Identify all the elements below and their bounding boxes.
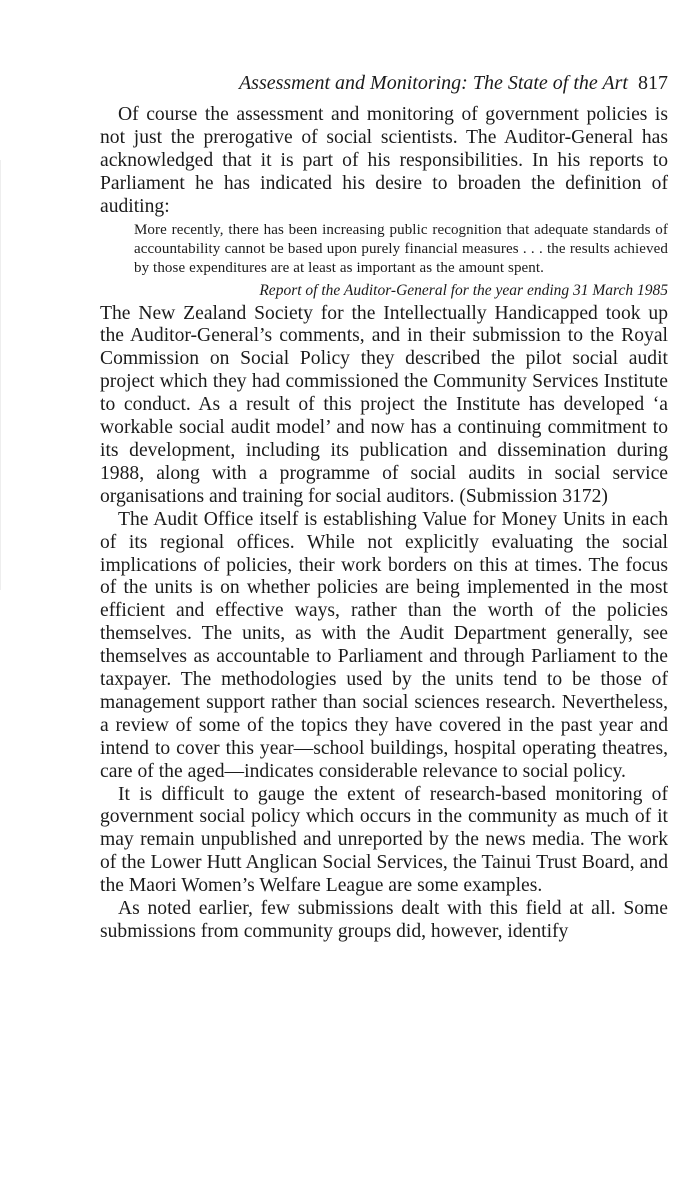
paragraph-auditor-general: Of course the assessment and monitoring of government policies is not just the prerogative of social scientists. The Auditor-General has acknowledged that it is part of his responsibilities. In his reports to Parliament he has indicated his desire to broaden the definition of auditing: (100, 104, 668, 217)
paragraph-audit-office: The Audit Office itself is establishing Value for Money Units in each of its regional offices. While not explicitly evaluating the social implications of policies, their work borders on this at times. The focus of the units is on whether policies are being implemented in the most efficient and effective ways, rather than the worth of the policies themselves. The units, as with the Audit Department generally, see themselves as accountable to Parliament and through Parliament to the taxpayer. The methodologies used by the units tend to be those of management support rather than social sciences research. Nevertheless, a review of some of the topics they have covered in the past year and intend to cover this year—school buildings, hospital operating theatres, care of the aged—indicates considerable relevance to social policy. (100, 508, 668, 782)
paragraph-submissions: As noted earlier, few submissions dealt with this field at all. Some submissions from community groups did, however, identify (100, 898, 668, 942)
paragraph-society: The New Zealand Society for the Intellectually Handicapped took up the Auditor-General’s comments, and in their submission to the Royal Commission on Social Policy they described the pilot social audit project which they had commissioned the Community Services Institute to conduct. As a result of this project the Institute has developed ‘a workable social audit model’ and now has a continuing commitment to its development, including its publication and dissemination during 1988, along with a programme of social audits in social service organisations and training for social auditors. (Submission 3172) (100, 302, 668, 507)
body-text (100, 104, 668, 944)
block-quote: More recently, there has been increasing public recognition that adequate standards of accountability cannot be based upon purely financial measures . . . the results achieved by those expenditures are at least as important as the amount spent. (134, 221, 668, 276)
running-head-title: Assessment and Monitoring: The State of the Art (238, 72, 628, 94)
margin-shadow (0, 160, 1, 590)
page-number: 817 (638, 72, 668, 94)
running-head (100, 70, 668, 96)
paragraph-community-monitoring: It is difficult to gauge the extent of research-based monitoring of government social policy which occurs in the community as much of it may remain unpublished and unreported by the news media. The work of the Lower Hutt Anglican Social Services, the Tainui Trust Board, and the Maori Women’s Welfare League are some examples. (100, 783, 668, 897)
quote-citation: Report of the Auditor-General for the year ending 31 March 1985 (259, 281, 668, 299)
